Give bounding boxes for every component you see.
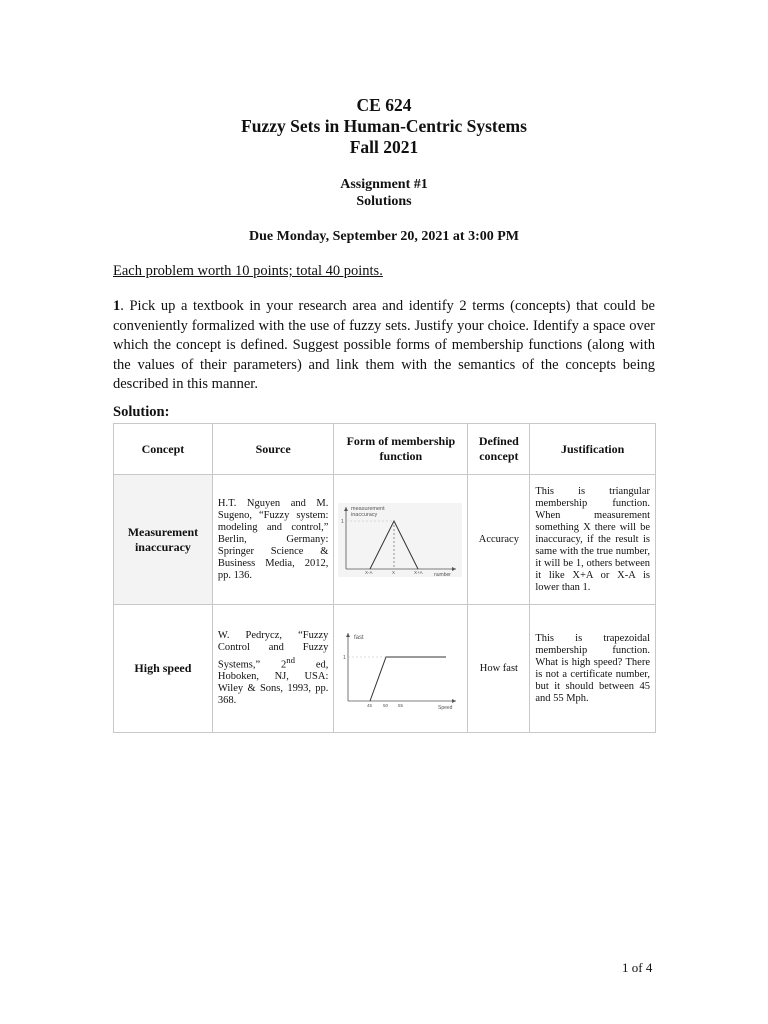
header-defined: Defined concept xyxy=(468,424,530,475)
graph-xtick: 55 xyxy=(398,702,404,708)
document-header xyxy=(0,95,768,158)
course-term: Fall 2021 xyxy=(349,137,419,157)
graph-xtick: X+A xyxy=(414,569,424,575)
page-number: 1 of 4 xyxy=(622,960,653,975)
header-justification: Justification xyxy=(530,424,656,475)
defined-concept-cell: How fast xyxy=(468,605,530,733)
concept-cell: Measurement inaccuracy xyxy=(114,475,213,605)
graph-ylabel: fast xyxy=(354,634,365,641)
graph-ytick: 1 xyxy=(341,518,345,525)
triangular-membership-graph xyxy=(338,503,462,577)
due-date: Due Monday, September 20, 2021 at 3:00 PM xyxy=(249,229,519,244)
graph-xtick: X-A xyxy=(365,569,373,575)
problem-text: . Pick up a textbook in your research area and identify 2 terms (concepts) that could be conveniently formalized with the use of fuzzy sets. Justify your choice. Identify a space over which the concept is defined. Suggest possible forms of membership functions (along with the values of their parameters) and link them with the semantics of the concepts being described in this manner. xyxy=(113,298,655,392)
trapezoid-curve xyxy=(370,657,446,701)
graph-ylabel-2: inaccuracy xyxy=(351,511,378,518)
source-text-rest: ed, Hoboken, NJ, USA: Wiley & Sons, 1993, pp. 368. xyxy=(217,659,329,707)
solution-label: Solution: xyxy=(113,404,170,420)
source-cell xyxy=(212,605,334,733)
problem-1 xyxy=(113,297,655,395)
graph-xtick: 50 xyxy=(383,702,389,708)
course-title: Fuzzy Sets in Human-Centric Systems xyxy=(241,116,527,136)
header-concept: Concept xyxy=(114,424,213,475)
justification-cell: This is triangular membership function. When measurement something X there will be inaccuracy, if the result is same with the true number, it will be 1, others between it like X+A or X-A is lower than 1. xyxy=(530,475,656,605)
membership-graph-cell xyxy=(334,475,468,605)
table-row xyxy=(114,475,656,605)
graph-xlabel: Speed xyxy=(438,704,453,711)
justification-cell: This is trapezoidal membership function. What is high speed? There is not a certificate number, but it should between 45 and 55 Mph. xyxy=(530,605,656,733)
graph-ylabel: measurement xyxy=(351,505,386,512)
header-form: Form of membership function xyxy=(334,424,468,475)
assignment-number: Assignment #1 xyxy=(340,177,428,192)
graph-xtick: 45 xyxy=(367,702,373,708)
solution-table xyxy=(113,423,656,733)
problem-number: 1 xyxy=(113,298,121,314)
source-superscript: nd xyxy=(286,654,296,665)
assignment-heading xyxy=(0,176,768,210)
graph-xtick: X xyxy=(392,569,396,575)
defined-concept-cell: Accuracy xyxy=(468,475,530,605)
source-cell: H.T. Nguyen and M. Sugeno, “Fuzzy system: modeling and control,” Berlin, Germany: Springer Science & Business Media, 2012, pp. 136. xyxy=(212,475,334,605)
table-header-row xyxy=(114,424,656,475)
membership-graph-cell xyxy=(334,605,468,733)
graph-ytick: 1 xyxy=(343,654,347,661)
source-text: W. Pedrycz, “Fuzzy Control and Fuzzy Systems,” 2 xyxy=(217,629,329,671)
points-note: Each problem worth 10 points; total 40 points. xyxy=(113,263,383,279)
header-source: Source xyxy=(212,424,334,475)
graph-xlabel: number xyxy=(434,571,452,577)
concept-cell: High speed xyxy=(114,605,213,733)
table-row xyxy=(114,605,656,733)
assignment-type: Solutions xyxy=(356,194,412,209)
course-code: CE 624 xyxy=(356,95,412,115)
trapezoidal-membership-graph xyxy=(338,627,462,711)
